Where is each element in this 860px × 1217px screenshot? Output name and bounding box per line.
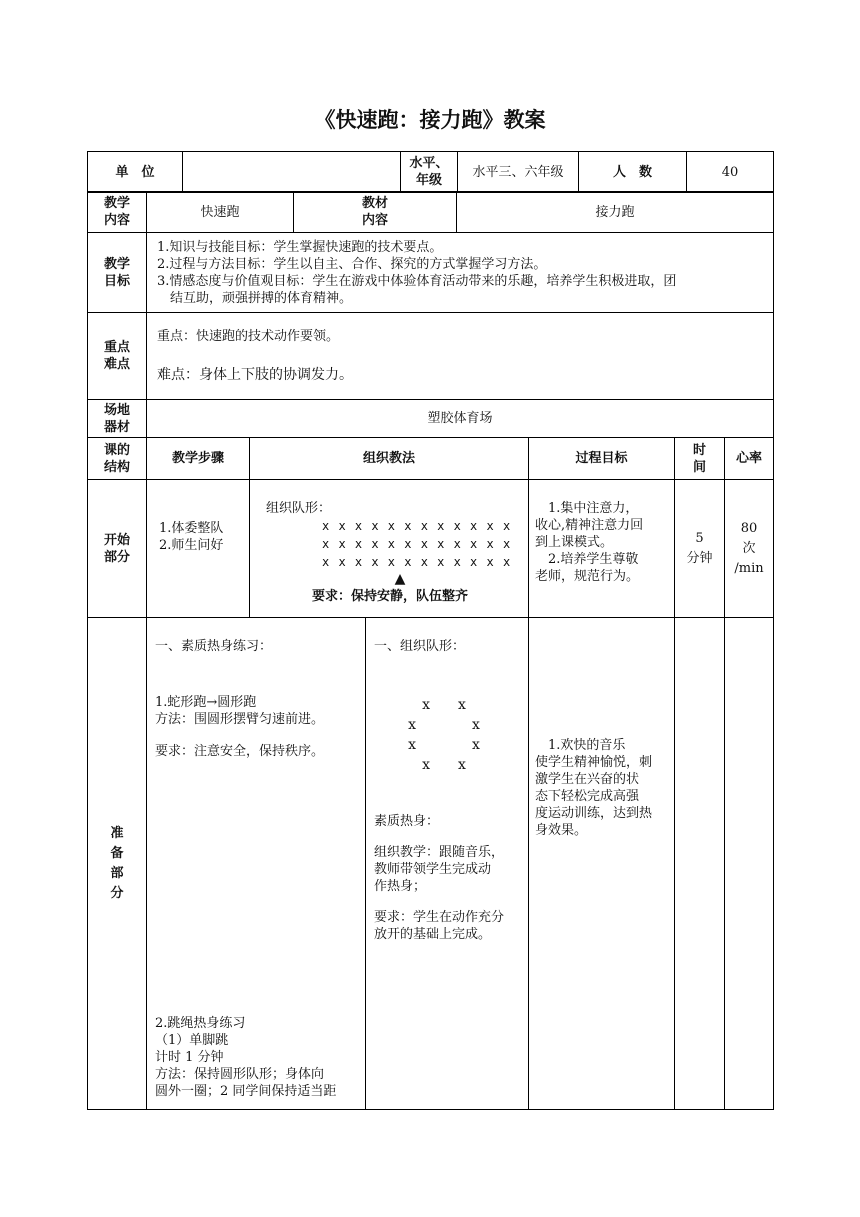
teacher-marker: ▲ <box>394 571 406 587</box>
goals-list <box>147 233 774 313</box>
goal-item: 结互助，顽强拼搏的体育精神。 <box>170 290 353 306</box>
material-label: 教材 内容 <box>294 192 457 233</box>
material-value: 接力跑 <box>457 192 774 233</box>
goal-item: 3.情感态度与价值观目标：学生在游戏中体验体育活动带来的乐趣，培养学生积极进取，团 <box>157 273 677 289</box>
start-method <box>250 480 529 618</box>
prep-heart <box>725 618 774 1110</box>
formation-row: x x x x x x x x x x x x <box>322 519 512 533</box>
circle-formation <box>374 695 528 775</box>
step-item: （1）单脚跳 <box>155 1033 229 1048</box>
venue-label: 场地 器材 <box>88 400 147 438</box>
structure-table <box>87 437 774 1110</box>
count-value: 40 <box>687 152 774 193</box>
prep-time <box>675 618 725 1110</box>
org-title: 一、组织队形： <box>374 639 466 654</box>
prep-label: 准 备 部 分 <box>88 618 147 1110</box>
start-time: 5 分钟 <box>675 480 725 618</box>
unit-value <box>183 152 401 193</box>
formation-row: x x x x x x x x x x x x <box>322 537 512 551</box>
unit-label: 单 位 <box>88 152 183 193</box>
key-point: 重点：快速跑的技术动作要领。 <box>157 329 340 344</box>
level-label: 水平、 年级 <box>401 152 458 193</box>
org-line: 要求：学生在动作充分 <box>374 910 505 925</box>
org-line: 作热身； <box>374 879 427 894</box>
heart-header: 心率 <box>725 438 774 480</box>
key-label: 重点 难点 <box>88 313 147 400</box>
start-label: 开始 部分 <box>88 480 147 618</box>
prep-steps <box>147 618 366 1110</box>
goal-item: 1.知识与技能目标：学生掌握快速跑的技术要点。 <box>157 239 443 255</box>
goal-header: 过程目标 <box>529 438 675 480</box>
step-item: 2.跳绳热身练习 <box>155 1016 246 1031</box>
step-item: 要求：注意安全，保持秩序。 <box>155 744 325 759</box>
org-line: 素质热身： <box>374 814 440 829</box>
time-header: 时 间 <box>675 438 725 480</box>
start-requirement: 要求：保持安静，队伍整齐 <box>312 589 469 604</box>
prep-method <box>366 618 529 1110</box>
org-line: 组织教学：跟随音乐， <box>374 845 505 860</box>
method-header: 组织教法 <box>250 438 529 480</box>
start-goal: 1.集中注意力， 收心,精神注意力回 到上课模式。 2.培养学生尊敬 老师，规范行为。 <box>529 480 675 618</box>
step-item: 1.体委整队 <box>159 521 224 536</box>
content-value: 快速跑 <box>147 192 294 233</box>
formation-row: x x x x x x x x x x x x <box>322 555 512 569</box>
info-table <box>87 151 774 193</box>
venue-value: 塑胶体育场 <box>147 400 774 438</box>
content-table <box>87 191 774 438</box>
page-title: 《快速跑：接力跑》教案 <box>314 108 546 132</box>
step-item: 2.师生问好 <box>159 538 224 553</box>
step-item: 方法：保持圆形队形；身体向 <box>155 1067 325 1082</box>
circle-row: x x <box>408 737 480 753</box>
key-points <box>147 313 774 400</box>
step-item: 圆外一圈；2 同学间保持适当距 <box>155 1084 337 1099</box>
step-item: 方法：围圆形摆臂匀速前进。 <box>155 712 325 727</box>
step-heading: 一、素质热身练习： <box>155 639 273 654</box>
goals-label: 教学 目标 <box>88 233 147 313</box>
step-item: 1.蛇形跑→圆形跑 <box>155 695 257 710</box>
goal-item: 2.过程与方法目标：学生以自主、合作、探究的方式掌握学习方法。 <box>157 256 547 272</box>
difficulty-point: 难点：身体上下肢的协调发力。 <box>157 367 353 383</box>
count-label: 人 数 <box>579 152 687 193</box>
step-item: 计时 1 分钟 <box>155 1050 224 1065</box>
formation-label: 组织队形： <box>266 501 332 516</box>
prep-goal: 1.欢快的音乐 使学生精神愉悦，刺 激学生在兴奋的状 态下轻松完成高强 度运动训练，达到热 身效果。 <box>529 618 675 1110</box>
content-label: 教学 内容 <box>88 192 147 233</box>
circle-row: x x <box>422 697 466 713</box>
start-steps <box>147 480 250 618</box>
structure-header: 课的 结构 <box>88 438 147 480</box>
start-heart: 80 次 /min <box>725 480 774 618</box>
org-line: 放开的基础上完成。 <box>374 927 492 942</box>
level-value: 水平三、六年级 <box>458 152 579 193</box>
org-line: 教师带领学生完成动 <box>374 862 492 877</box>
circle-row: x x <box>422 757 466 773</box>
circle-row: x x <box>408 717 480 733</box>
steps-header: 教学步骤 <box>147 438 250 480</box>
